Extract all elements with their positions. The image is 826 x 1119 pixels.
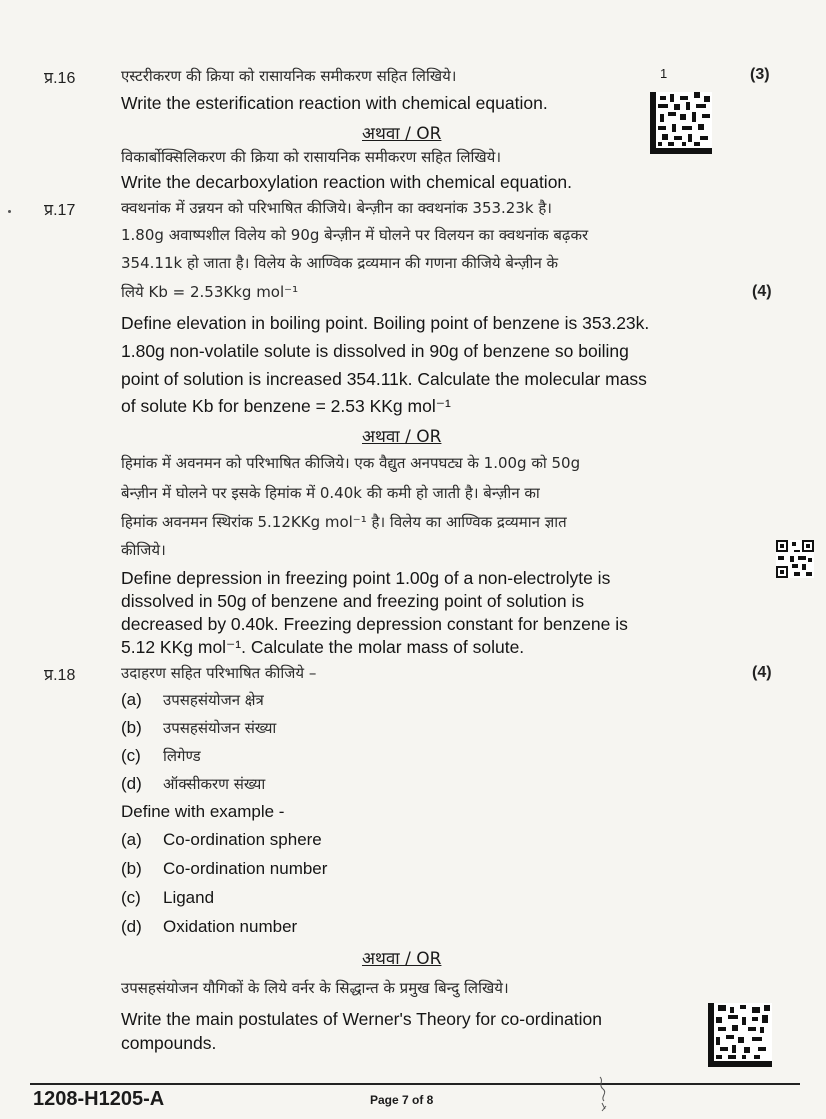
q17-alt-english-line-1: Define depression in freezing point 1.00g of a non-electrolyte is bbox=[121, 568, 611, 588]
q16-alt-english: Write the decarboxylation reaction with chemical equation. bbox=[121, 172, 573, 192]
q17-alt-hindi-line-1: हिमांक में अवनमन को परिभाषित कीजिये। एक वैद्युत अनपघट्य के 1.00g को 50g bbox=[121, 454, 581, 472]
q18-marks: (4) bbox=[752, 664, 772, 681]
q17-english-line-2: 1.80g non-volatile solute is dissolved in 90g of benzene so boiling bbox=[121, 341, 629, 361]
q16-marks: (3) bbox=[750, 66, 770, 83]
q17-alt-english-line-4: 5.12 KKg mol⁻¹. Calculate the molar mass of solute. bbox=[121, 637, 525, 657]
q16-english: Write the esterification reaction with chemical equation. bbox=[121, 93, 548, 113]
q18-alt-english-line-2: compounds. bbox=[121, 1033, 217, 1053]
q17-number: प्र.17 bbox=[44, 202, 76, 219]
q18-alt-english-line-1: Write the main postulates of Werner's Theory for co-ordination bbox=[121, 1009, 602, 1029]
q18-alt-hindi: उपसहसंयोजन यौगिकों के लिये वर्नर के सिद्धान्त के प्रमुख बिन्दु लिखिये। bbox=[121, 979, 509, 997]
stray-mark: 1 bbox=[660, 66, 668, 81]
q17-alt-hindi-line-2: बेन्ज़ीन में घोलने पर इसके हिमांक में 0.40k की कमी हो जाती है। बेन्ज़ीन का bbox=[121, 484, 540, 502]
footer-rule bbox=[30, 1083, 800, 1085]
q17-english-line-4: of solute Kb for benzene = 2.53 KKg mol⁻¹ bbox=[121, 396, 451, 416]
q18-or-label: अथवा / OR bbox=[362, 949, 442, 969]
q18-english-option-d: (d) Oxidation number bbox=[121, 917, 298, 936]
q18-hindi-option-a: (a) उपसहसंयोजन क्षेत्र bbox=[121, 690, 264, 709]
q18-english-option-b: (b) Co-ordination number bbox=[121, 859, 328, 878]
q17-alt-hindi-line-3: हिमांक अवनमन स्थिरांक 5.12KKg mol⁻¹ है। विलेय का आण्विक द्रव्यमान ज्ञात bbox=[121, 513, 567, 531]
q17-hindi-line-3: 354.11k हो जाता है। विलेय के आण्विक द्रव्यमान की गणना कीजिये बेन्ज़ीन के bbox=[121, 254, 559, 272]
q18-english-option-c: (c) Ligand bbox=[121, 888, 215, 907]
q17-english-line-3: point of solution is increased 354.11k. Calculate the molecular mass bbox=[121, 369, 647, 389]
paper-code: 1208-H1205-A bbox=[33, 1088, 165, 1110]
qr-code-margin bbox=[776, 540, 814, 578]
pen-scribble bbox=[594, 1073, 614, 1115]
q16-alt-hindi: विकार्बोक्सिलिकरण की क्रिया को रासायनिक समीकरण सहित लिखिये। bbox=[121, 148, 502, 166]
q18-hindi-option-b: (b) उपसहसंयोजन संख्या bbox=[121, 718, 277, 737]
q17-hindi-line-1: क्वथनांक में उन्नयन को परिभाषित कीजिये। बेन्ज़ीन का क्वथनांक 353.23k है। bbox=[121, 199, 552, 217]
margin-dot bbox=[8, 210, 11, 213]
qr-code-top bbox=[650, 92, 712, 154]
q16-hindi: एस्टरीकरण की क्रिया को रासायनिक समीकरण सहित लिखिये। bbox=[121, 67, 457, 85]
q17-alt-hindi-line-4: कीजिये। bbox=[121, 541, 166, 559]
q17-hindi-line-4: लिये Kb = 2.53Kkg mol⁻¹ bbox=[121, 283, 299, 301]
q18-english-option-a: (a) Co-ordination sphere bbox=[121, 830, 322, 849]
q17-or-label: अथवा / OR bbox=[362, 427, 442, 447]
q18-number: प्र.18 bbox=[44, 667, 76, 684]
q17-hindi-line-2: 1.80g अवाष्पशील विलेय को 90g बेन्ज़ीन में घोलने पर विलयन का क्वथनांक बढ़कर bbox=[121, 226, 589, 244]
qr-code-bottom bbox=[708, 1003, 772, 1067]
q18-english-intro: Define with example - bbox=[121, 802, 285, 821]
q17-alt-english-line-2: dissolved in 50g of benzene and freezing point of solution is bbox=[121, 591, 585, 611]
q18-hindi-option-d: (d) ऑक्सीकरण संख्या bbox=[121, 774, 266, 793]
q18-hindi-option-c: (c) लिगेण्ड bbox=[121, 746, 201, 765]
q17-marks: (4) bbox=[752, 283, 772, 300]
q17-alt-english-line-3: decreased by 0.40k. Freezing depression constant for benzene is bbox=[121, 614, 628, 634]
q16-or-label: अथवा / OR bbox=[362, 124, 442, 144]
q16-number: प्र.16 bbox=[44, 70, 76, 87]
q17-english-line-1: Define elevation in boiling point. Boiling point of benzene is 353.23k. bbox=[121, 313, 650, 333]
page-number: Page 7 of 8 bbox=[370, 1093, 434, 1107]
q18-hindi-intro: उदाहरण सहित परिभाषित कीजिये – bbox=[121, 664, 317, 682]
